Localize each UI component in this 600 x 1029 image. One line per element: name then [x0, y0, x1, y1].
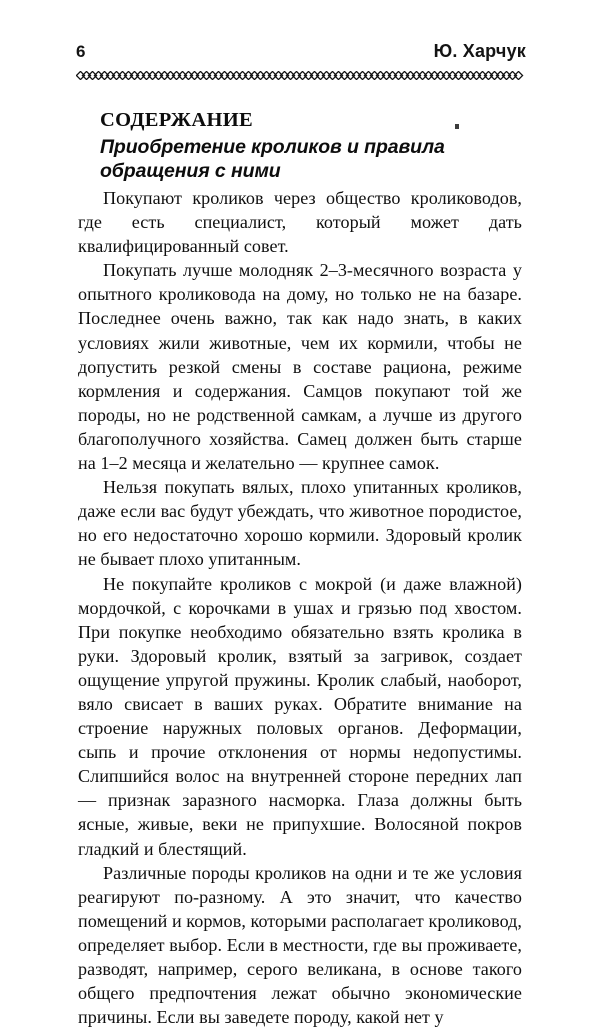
body-paragraph: Различные породы кроликов на одни и те же условия реагируют по-разному. А это значит, что качество помещений и кормов, которыми располагает кроликовод, определяет выбор. Если в местности, где вы проживаете, разводят, например, серого великана, в основе такого общего предпочтения лежат обычно экономические причины. Если вы заведете породу, какой нет у [78, 862, 522, 1028]
body-paragraph: Не покупайте кроликов с мокрой (и даже влажной) мордочкой, с корочками в ушах и грязью под хвостом. При покупке необходимо обязательно взять кролика в руки. Здоровый кролик, взятый за загривок, создает ощущение упругой пружины. Кролик слабый, наоборот, вяло свисает в ваших руках. Обратите внимание на строение наружных половых органов. Деформации, сыпь и прочие отклонения от нормы недопустимы. Слипшийся волос на внутренней стороне передних лап — признак заразного насморка. Глаза должны быть ясные, живые, веки не припухшие. Волосяной покров гладкий и блестящий. [78, 573, 522, 859]
text-column [78, 108, 522, 1029]
body-paragraph: Нельзя покупать вялых, плохо упитанных кроликов, даже если вас будут убеждать, что животное породистое, но его недостаточно хорошо кормили. Здоровый кролик не бывает плохо упитанным. [78, 477, 522, 570]
body-paragraph: Покупать лучше молодняк 2–3-месячного возраста у опытного кроликовода на дому, но только не на базаре. Последнее очень важно, так как надо знать, в каких условиях жили животные, чем их кормили, чтобы не допустить резкой смены в составе рациона, режиме кормления и содержания. Самцов покупают той же породы, но не родственной самкам, а лучше из другого благополучного хозяйства. Самец должен быть старше на 1–2 месяца и желательно — крупнее самок. [78, 260, 522, 474]
running-title: Ю. Харчук [433, 41, 526, 61]
section-subtitle: Приобретение кроликов и правила обращения с ними [100, 136, 445, 182]
diamond-chain-rule-icon [76, 71, 526, 80]
section-title: СОДЕРЖАНИЕ [100, 109, 253, 131]
running-head [76, 41, 526, 67]
body-paragraph: Покупают кроликов через общество кролиководов, где есть специалист, который может дать квалифицированный совет. [78, 188, 522, 257]
page-number: 6 [76, 42, 86, 61]
